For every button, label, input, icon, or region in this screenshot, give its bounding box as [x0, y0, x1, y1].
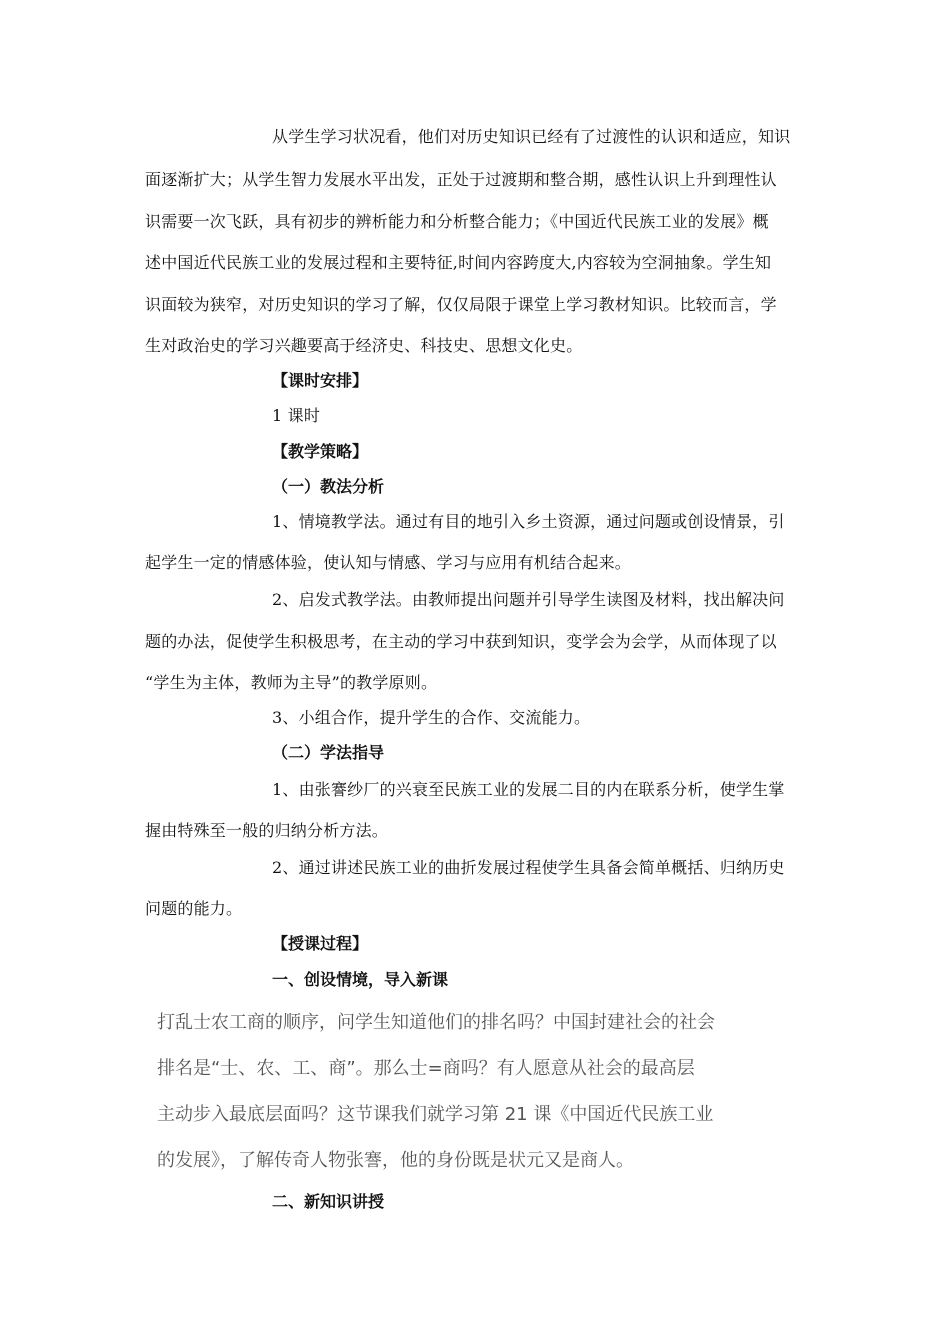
- step2-heading: 二、新知识讲授: [272, 1192, 385, 1211]
- paragraph-line: 识需要一次飞跃，具有初步的辨析能力和分析整合能力；《中国近代民族工业的发展》概: [145, 212, 769, 231]
- intro-text-line: 的发展》，了解传奇人物张謇，他的身份既是状元又是商人。: [157, 1150, 634, 1171]
- intro-text-line: 排名是“士、农、工、商”。那么士=商吗？有人愿意从社会的最高层: [157, 1058, 695, 1079]
- step1-heading: 一、创设情境，导入新课: [272, 970, 449, 989]
- paragraph-line: 述中国近代民族工业的发展过程和主要特征,时间内容跨度大,内容较为空洞抽象。学生知: [145, 253, 772, 272]
- method-item-line: 起学生一定的情感体验，使认知与情感、学习与应用有机结合起来。: [145, 553, 632, 572]
- method-item-line: 1、情境教学法。通过有目的地引入乡土资源，通过问题或创设情景，引: [272, 512, 785, 531]
- intro-text-line: 打乱士农工商的顺序，问学生知道他们的排名吗？中国封建社会的社会: [157, 1012, 715, 1033]
- guide-item-line: 2、通过讲述民族工业的曲折发展过程使学生具备会简单概括、归纳历史: [272, 858, 785, 877]
- paragraph-line: 从学生学习状况看，他们对历史知识已经有了过渡性的认识和适应，知识: [272, 127, 791, 146]
- method-item-line: “学生为主体，教师为主导”的教学原则。: [145, 673, 438, 692]
- guide-item-line: 1、由张謇纱厂的兴衰至民族工业的发展二目的内在联系分析，使学生掌: [272, 780, 785, 799]
- paragraph-line: 生对政治史的学习兴趣要高于经济史、科技史、思想文化史。: [145, 336, 583, 355]
- schedule-heading: 【课时安排】: [272, 371, 369, 390]
- schedule-text: 1 课时: [272, 406, 321, 425]
- paragraph-line: 识面较为狭窄，对历史知识的学习了解，仅仅局限于课堂上学习教材知识。比较而言，学: [145, 295, 777, 314]
- method-item-line: 3、小组合作，提升学生的合作、交流能力。: [272, 708, 591, 727]
- method-item-line: 2、启发式教学法。由教师提出问题并引导学生读图及材料，找出解决问: [272, 590, 785, 609]
- method-heading: （一）教法分析: [272, 477, 385, 496]
- process-heading: 【授课过程】: [272, 934, 369, 953]
- method-item-line: 题的办法，促使学生积极思考，在主动的学习中获到知识，变学会为会学，从而体现了以: [145, 632, 777, 651]
- intro-text-line: 主动步入最底层面吗？这节课我们就学习第 21 课《中国近代民族工业: [157, 1104, 714, 1125]
- guide-item-line: 握由特殊至一般的归纳分析方法。: [145, 821, 389, 840]
- paragraph-line: 面逐渐扩大；从学生智力发展水平出发，正处于过渡期和整合期，感性认识上升到理性认: [145, 170, 777, 189]
- guide-heading: （二）学法指导: [272, 743, 385, 762]
- guide-item-line: 问题的能力。: [145, 899, 243, 918]
- strategy-heading: 【教学策略】: [272, 442, 369, 461]
